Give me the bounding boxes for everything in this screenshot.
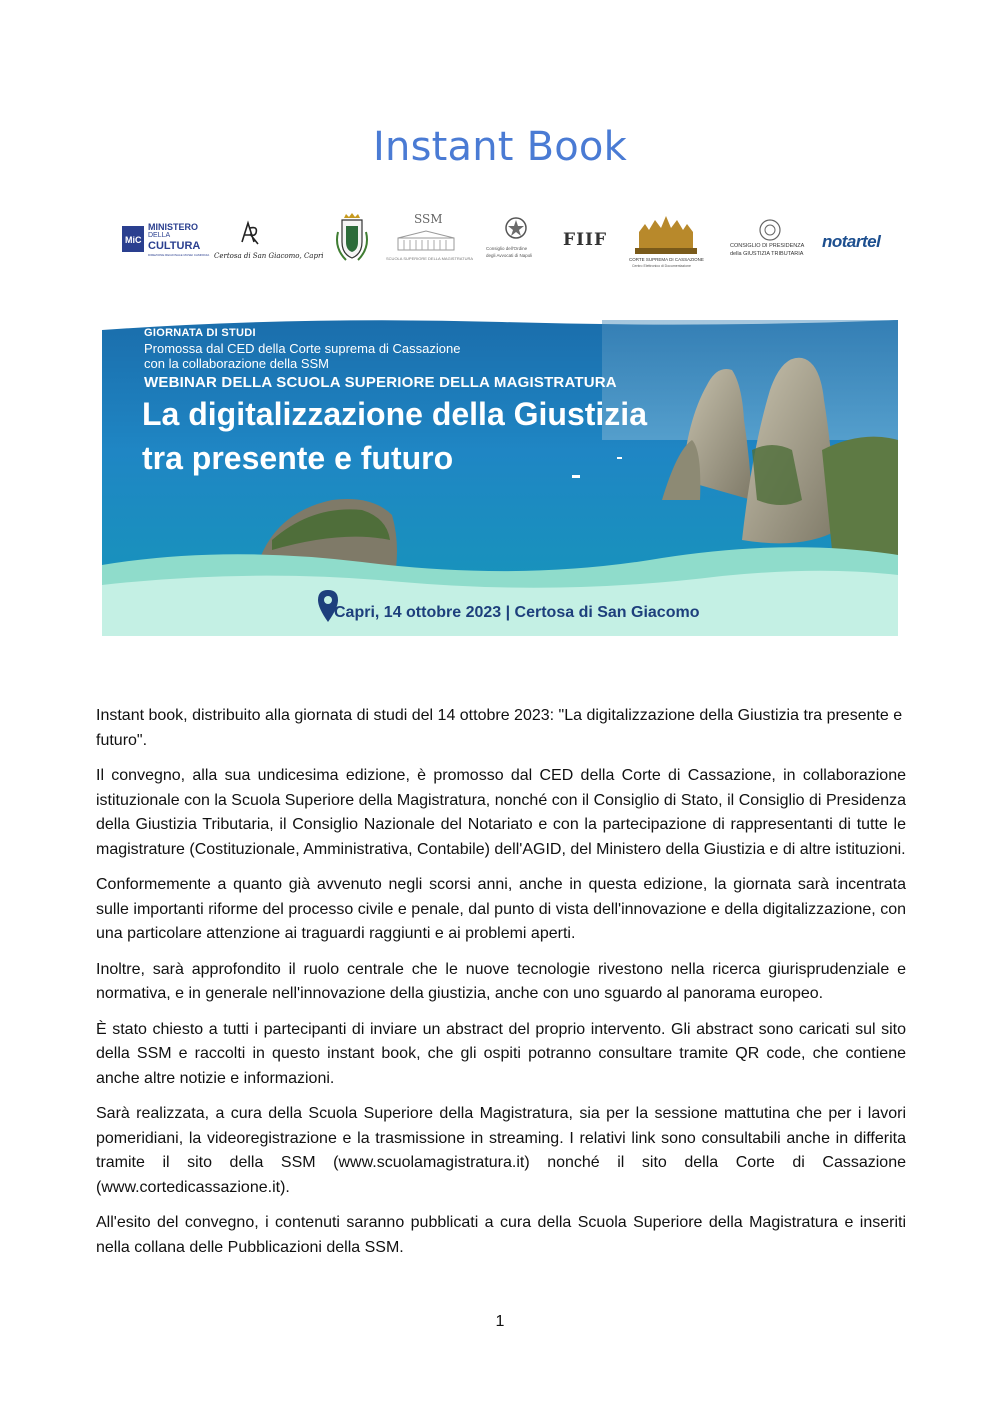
- logo-notartel: notartel: [822, 232, 881, 251]
- paragraph: Instant book, distribuito alla giornata di studi del 14 ottobre 2023: "La digitalizzazione della Giustizia tra presente e futuro".: [96, 707, 903, 749]
- cassazione-line1: CORTE SUPREMA DI CASSAZIONE: [629, 257, 704, 262]
- tributaria-emblem-icon: [758, 218, 782, 242]
- svg-text:MiC: MiC: [125, 235, 142, 245]
- banner-promoter-line1: Promossa dal CED della Corte suprema di Cassazione: [144, 341, 461, 356]
- logo-corte-cassazione: [626, 210, 706, 272]
- logo-ministero-cultura: [122, 222, 210, 262]
- tributaria-line2: della GIUSTIZIA TRIBUTARIA: [730, 251, 804, 257]
- page-number: 1: [495, 1313, 505, 1330]
- logo-certosa: [214, 220, 324, 266]
- ssm-label: SSM: [414, 212, 443, 226]
- comune-crest-icon: [332, 212, 372, 270]
- paragraph: Il convegno, alla sua undicesima edizione, è promosso dal CED della Corte di Cassazione, in collaborazione istituzionale con la Scuola Superiore della Magistratura, nonché con il Consiglio di Stato, il Consiglio di Presidenza della Giustizia Tributaria, il Consiglio Nazionale del Notariato e con la partecipazione di rappresentanti di tutte le magistrature (Costituzionale, Amministrativa, Contabile) dell'AGID, del Ministero della Giustizia e di altre istituzioni.: [96, 767, 906, 858]
- banner-location-date: Capri, 14 ottobre 2023 | Certosa di San Giacomo: [334, 604, 700, 621]
- banner-title-line2: tra presente e futuro: [142, 440, 454, 476]
- ministero-line3: CULTURA: [148, 240, 201, 252]
- paragraph: Sarà realizzata, a cura della Scuola Superiore della Magistratura, sia per la sessione mattutina che per i lavori pomeridiani, la videoregistrazione e la trasmissione in streaming. I relativi link sono consultabili anche in differita tramite il sito della SSM (www.scuolamagistratura.it) nonché il sito della Corte di Cassazione (www.cortedicassazione.it).: [96, 1105, 906, 1196]
- document-body: [96, 704, 906, 1271]
- cassazione-line2: Centro Elettronico di Documentazione: [632, 264, 691, 268]
- page-title: Instant Book: [373, 124, 627, 170]
- banner-webinar: WEBINAR DELLA SCUOLA SUPERIORE DELLA MAGISTRATURA: [144, 374, 617, 391]
- logo-ssm: [386, 212, 474, 272]
- banner-promoter-line2: con la collaborazione della SSM: [144, 356, 329, 371]
- logo-giustizia-tributaria: [730, 218, 810, 264]
- italian-emblem-icon: [504, 216, 528, 242]
- ssm-building-icon: [396, 230, 456, 252]
- banner-kicker: GIORNATA DI STUDI: [144, 327, 256, 339]
- ministero-line2: DELLA: [148, 232, 171, 239]
- mic-emblem-icon: [122, 226, 144, 252]
- logo-comune-capri: [332, 212, 372, 270]
- paragraph: Inoltre, sarà approfondito il ruolo centrale che le nuove tecnologie rivestono nella ricerca giurisprudenziale e normativa, e in generale nell'innovazione della giustizia, anche con uno sguardo al panorama europeo.: [96, 960, 906, 1002]
- event-banner: [102, 300, 898, 636]
- ordine-line1: Consiglio dell'Ordine: [486, 246, 528, 251]
- banner-title-line1: La digitalizzazione della Giustizia: [142, 396, 647, 432]
- paragraph: È stato chiesto a tutti i partecipanti di inviare un abstract del proprio intervento. Gli abstract sono caricati sul sito della SSM e raccolti in questo instant book, che gli ospiti potranno consultare tramite QR code, che contiene anche altre notizie e informazioni.: [96, 1020, 906, 1087]
- ministero-line1: MINISTERO: [148, 222, 199, 232]
- ministero-sub: DIREZIONE REGIONALE MUSEI CAMPANIA: [148, 253, 210, 257]
- cassazione-quadriga-icon: [631, 210, 701, 254]
- ordine-line2: degli Avvocati di Napoli: [486, 253, 533, 258]
- logo-ordine-avvocati: [486, 216, 546, 266]
- paragraph: All'esito del convegno, i contenuti saranno pubblicati a cura della Scuola Superiore della Magistratura e inseriti nella collana delle Pubblicazioni della SSM.: [96, 1214, 906, 1256]
- certosa-monogram-icon: [238, 220, 262, 246]
- paragraph: Conformemente a quanto già avvenuto negli scorsi anni, anche in questa edizione, la giornata sarà incentrata sulle importanti riforme del processo civile e penale, dal punto di vista dell'innovazione e della digitalizzazione, con una particolare attenzione ai traguardi raggiunti e ai problemi aperti.: [96, 876, 906, 942]
- tributaria-line1: CONSIGLIO DI PRESIDENZA: [730, 243, 805, 249]
- ssm-sub: SCUOLA SUPERIORE DELLA MAGISTRATURA: [386, 256, 474, 261]
- certosa-label: Certosa di San Giacomo, Capri: [214, 252, 324, 260]
- logo-fiif: FIIF: [563, 230, 608, 250]
- sponsor-logos: [110, 208, 900, 278]
